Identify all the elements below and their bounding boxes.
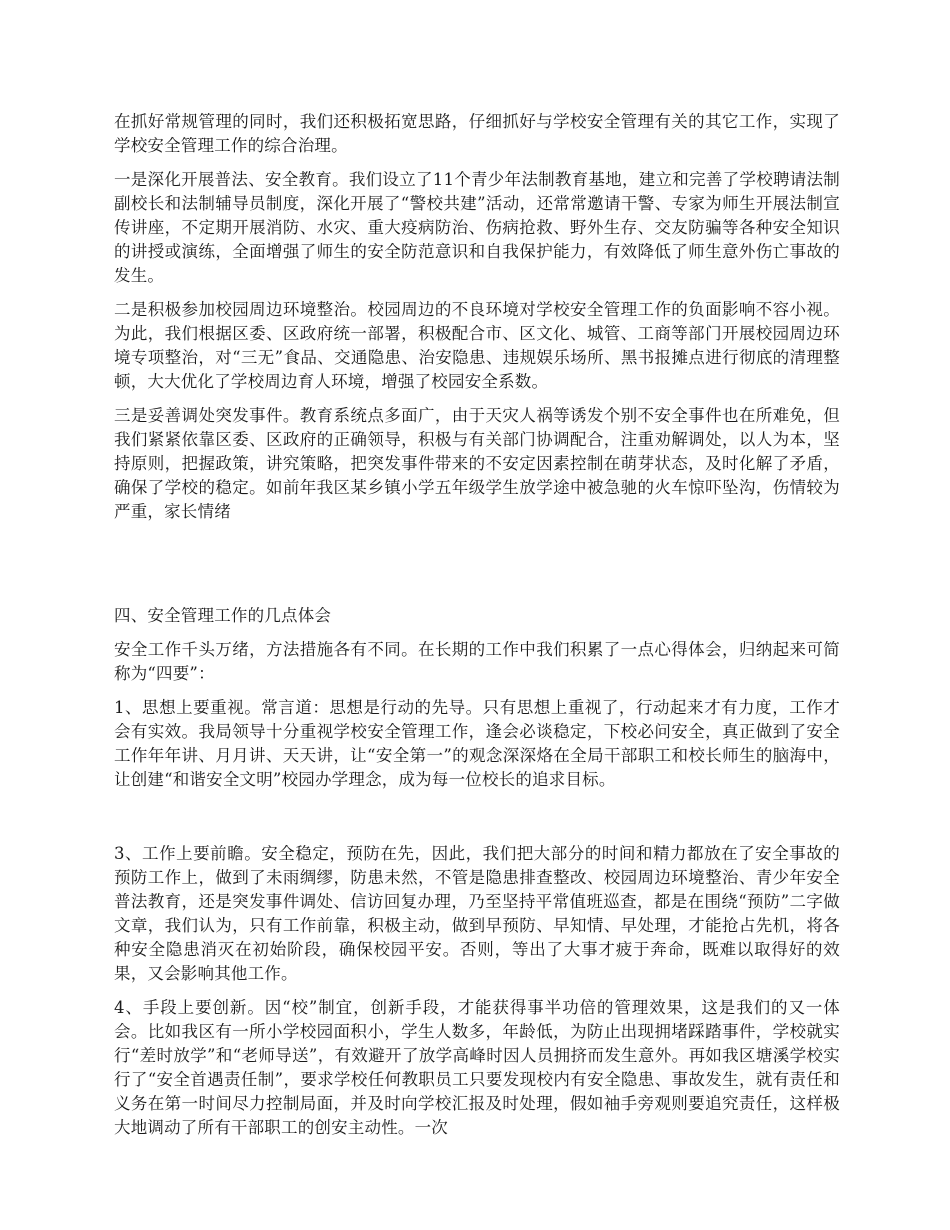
paragraph-comprehensive-governance: 在抓好常规管理的同时，我们还积极拓宽思路，仔细抓好与学校安全管理有关的其它工作，实现了学校安全管理工作的综合治理。 bbox=[114, 112, 840, 155]
document-body bbox=[114, 110, 840, 1150]
paragraph-point-3: 3、工作上要前瞻。安全稳定，预防在先，因此，我们把大部分的时间和精力都放在了安全事故的预防工作上，做到了未雨绸缪，防患未然，不管是隐患排查整改、校园周边环境整治、青少年安全普法教育，还是突发事件调处、信访回复办理，乃至坚持平常值班巡查，都是在围绕“预防”二字做文章，我们认为，只有工作前靠，积极主动，做到早预防、早知情、早处理，才能抢占先机，将各种安全隐患消灭在初始阶段，确保校园平安。否则，等出了大事才疲于奔命，既难以取得好的效果，又会影响其他工作。 bbox=[114, 844, 840, 983]
paragraph-point-1: 1、思想上要重视。常言道：思想是行动的先导。只有思想上重视了，行动起来才有力度，工作才会有实效。我局领导十分重视学校安全管理工作，逢会必谈稳定，下校必问安全，真正做到了安全工作年年讲、月月讲、天天讲，让“安全第一”的观念深深烙在全局干部职工和校长师生的脑海中，让创建“和谐安全文明”校园办学理念，成为每一位校长的追求目标。 bbox=[114, 698, 840, 789]
paragraph-campus-environment: 二是积极参加校园周边环境整治。校园周边的不良环境对学校安全管理工作的负面影响不容小视。为此，我们根据区委、区政府统一部署，积极配合市、区文化、城管、工商等部门开展校园周边环境专项整治，对“三无”食品、交通隐患、治安隐患、违规娱乐场所、黑书报摊点进行彻底的清理整顿，大大优化了学校周边育人环境，增强了校园安全系数。 bbox=[114, 300, 840, 391]
paragraph-point-4: 4、手段上要创新。因“校”制宜，创新手段，才能获得事半功倍的管理效果，这是我们的又一体会。比如我区有一所小学校园面积小，学生人数多，年龄低，为防止出现拥堵踩踏事件，学校就实行“差时放学”和“老师导送”，有效避开了放学高峰时因人员拥挤而发生意外。再如我区塘溪学校实行了“安全首遇责任制”，要求学校任何教职员工只要发现校内有安全隐患、事故发生，就有责任和义务在第一时间尽力控制局面，并及时向学校汇报及时处理，假如袖手旁观则要追究责任，这样极大地调动了所有干部职工的创安主动性。一次 bbox=[114, 998, 840, 1137]
paragraph-intro: 安全工作千头万绪，方法措施各有不同。在长期的工作中我们积累了一点心得体会，归纳起来可简称为“四要”： bbox=[114, 640, 840, 683]
paragraph-emergency-handling: 三是妥善调处突发事件。教育系统点多面广，由于天灾人祸等诱发个别不安全事件也在所难免，但我们紧紧依靠区委、区政府的正确领导，积极与有关部门协调配合，注重劝解调处，以人为本，坚持原则，把握政策，讲究策略，把突发事件带来的不安定因素控制在萌芽状态，及时化解了矛盾，确保了学校的稳定。如前年我区某乡镇小学五年级学生放学途中被急驰的火车惊吓坠沟，伤情较为严重，家长情绪 bbox=[114, 406, 840, 521]
section-heading: 四、安全管理工作的几点体会 bbox=[114, 606, 332, 625]
spacer bbox=[114, 534, 840, 604]
paragraph-legal-education: 一是深化开展普法、安全教育。我们设立了11个青少年法制教育基地，建立和完善了学校聘请法制副校长和法制辅导员制度，深化开展了“警校共建”活动，还常常邀请干警、专家为师生开展法制宣传讲座，不定期开展消防、水灾、重大疫病防治、伤病抢救、野外生存、交友防骗等各种安全知识的讲授或演练，全面增强了师生的安全防范意识和自我保护能力，有效降低了师生意外伤亡事故的发生。 bbox=[114, 170, 840, 285]
spacer bbox=[114, 802, 840, 842]
